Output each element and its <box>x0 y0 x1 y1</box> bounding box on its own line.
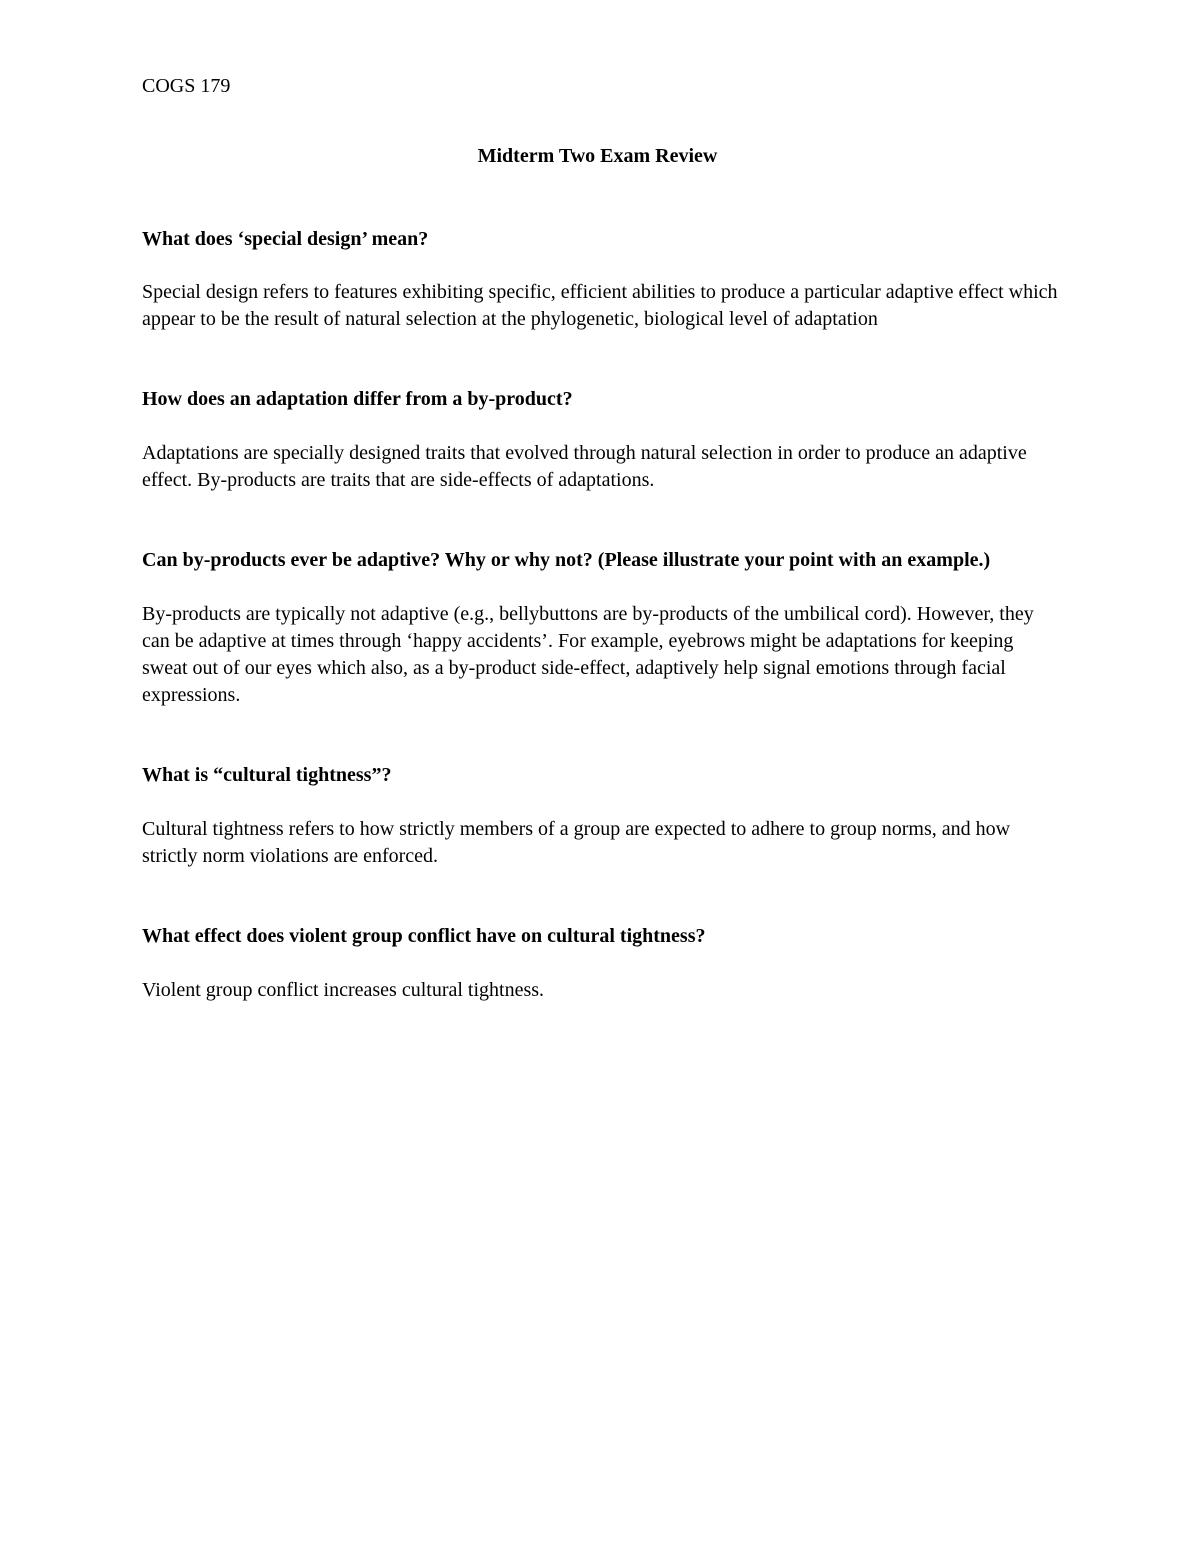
answer-3: By-products are typically not adaptive (e.g., bellybuttons are by-products of the umbilical cord). However, they can be adaptive at times through ‘happy accidents’. For example, eyebrows might be adaptations for keeping sweat out of our eyes which also, as a by-product side-effect, adaptively help signal emotions through facial expressions. <box>142 603 1034 706</box>
question-1: What does ‘special design’ mean? <box>142 228 429 250</box>
course-code: COGS 179 <box>142 75 231 97</box>
answer-2: Adaptations are specially designed traits that evolved through natural selection in order to produce an adaptive effect. By-products are traits that are side-effects of adaptations. <box>142 442 1027 491</box>
question-3: Can by-products ever be adaptive? Why or why not? (Please illustrate your point with an example.) <box>142 549 991 571</box>
question-2: How does an adaptation differ from a by-product? <box>142 388 573 410</box>
qa-list <box>142 226 1062 1004</box>
answer-5: Violent group conflict increases cultural tightness. <box>142 979 545 1001</box>
question-4: What is “cultural tightness”? <box>142 764 392 786</box>
question-5: What effect does violent group conflict have on cultural tightness? <box>142 925 706 947</box>
answer-1: Special design refers to features exhibiting specific, efficient abilities to produce a particular adaptive effect which appear to be the result of natural selection at the phylogenetic, biological level of adaptation <box>142 281 1058 330</box>
answer-4: Cultural tightness refers to how strictly members of a group are expected to adhere to group norms, and how strictly norm violations are enforced. <box>142 818 1011 867</box>
document-title: Midterm Two Exam Review <box>477 145 718 167</box>
